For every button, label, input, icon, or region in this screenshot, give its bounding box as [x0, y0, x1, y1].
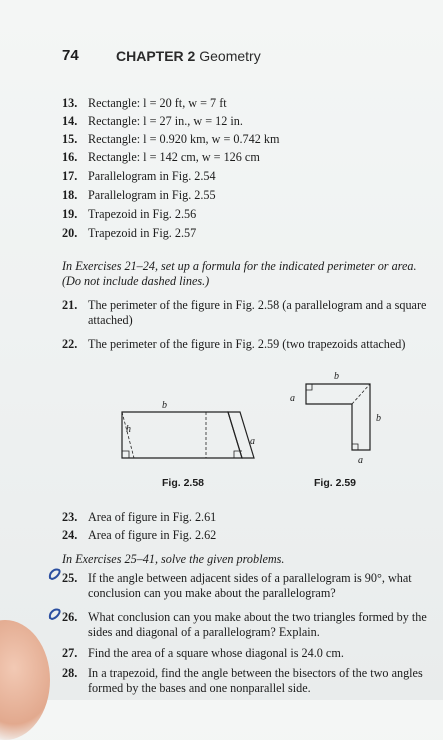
- chapter-label: CHAPTER 2: [116, 48, 196, 64]
- exercise-number: 23.: [62, 510, 78, 524]
- exercise-text: What conclusion can you make about the two triangles formed by the sides and diagonal of a parallelogram? Explain.: [88, 610, 427, 639]
- exercise-text: If the angle between adjacent sides of a parallelogram is 90°, what conclusion can you make about the parallelogram?: [88, 571, 412, 600]
- exercise-number: 19.: [62, 207, 78, 221]
- exercise-number: 17.: [62, 169, 78, 183]
- exercise-number: 16.: [62, 150, 78, 164]
- exercise-text: Trapezoid in Fig. 2.57: [88, 226, 197, 240]
- exercise-number: 13.: [62, 96, 78, 110]
- figure-2-59: [288, 368, 388, 468]
- exercise-text: Rectangle: l = 27 in., w = 12 in.: [88, 114, 243, 128]
- exercise-number: 25.: [62, 571, 78, 585]
- exercise-number: 24.: [62, 528, 78, 542]
- label-b-top: b: [334, 371, 339, 382]
- exercise-number: 18.: [62, 188, 78, 202]
- exercise-number: 28.: [62, 666, 78, 680]
- instruction-21-24: In Exercises 21–24, set up a formula for the indicated perimeter or area. (Do not include dashed lines.): [62, 259, 417, 288]
- label-a-top: a: [290, 393, 295, 404]
- exercise-number: 21.: [62, 298, 78, 312]
- pen-mark-icon: [48, 567, 62, 581]
- exercise-text: Area of figure in Fig. 2.62: [88, 528, 217, 542]
- chapter-title: Geometry: [199, 48, 261, 64]
- exercise-text: Area of figure in Fig. 2.61: [88, 510, 217, 524]
- exercise-text: Trapezoid in Fig. 2.56: [88, 207, 197, 221]
- figure-2-59-caption: Fig. 2.59: [314, 477, 357, 489]
- figure-2-58: [112, 396, 268, 466]
- exercise-text: Parallelogram in Fig. 2.54: [88, 169, 216, 183]
- instruction-25-41: In Exercises 25–41, solve the given problems.: [62, 552, 285, 566]
- exercise-number: 14.: [62, 114, 78, 128]
- exercise-text: Rectangle: l = 142 cm, w = 126 cm: [88, 150, 260, 164]
- chapter-heading: [116, 48, 261, 64]
- exercise-text: Rectangle: l = 20 ft, w = 7 ft: [88, 96, 227, 110]
- exercise-text: In a trapezoid, find the angle between the bisectors of the two angles formed by the bases and one nonparallel side.: [88, 666, 423, 695]
- thumb: [0, 620, 50, 740]
- label-a-bottom: a: [358, 455, 363, 466]
- exercise-number: 27.: [62, 646, 78, 660]
- exercise-number: 26.: [62, 610, 78, 624]
- exercise-number: 20.: [62, 226, 78, 240]
- label-h: h: [126, 424, 131, 435]
- pen-mark-icon: [48, 607, 62, 621]
- exercise-text: The perimeter of the figure in Fig. 2.58 (a parallelogram and a square attached): [88, 298, 427, 327]
- exercise-number: 22.: [62, 337, 78, 351]
- page-number: 74: [62, 47, 79, 64]
- exercise-text: Find the area of a square whose diagonal is 24.0 cm.: [88, 646, 344, 660]
- label-b: b: [162, 400, 167, 411]
- exercise-text: Parallelogram in Fig. 2.55: [88, 188, 216, 202]
- label-a: a: [250, 436, 255, 447]
- exercise-text: Rectangle: l = 0.920 km, w = 0.742 km: [88, 132, 280, 146]
- exercise-number: 15.: [62, 132, 78, 146]
- label-b-side: b: [376, 413, 381, 424]
- figure-2-58-caption: Fig. 2.58: [162, 477, 205, 489]
- exercise-text: The perimeter of the figure in Fig. 2.59 (two trapezoids attached): [88, 337, 406, 351]
